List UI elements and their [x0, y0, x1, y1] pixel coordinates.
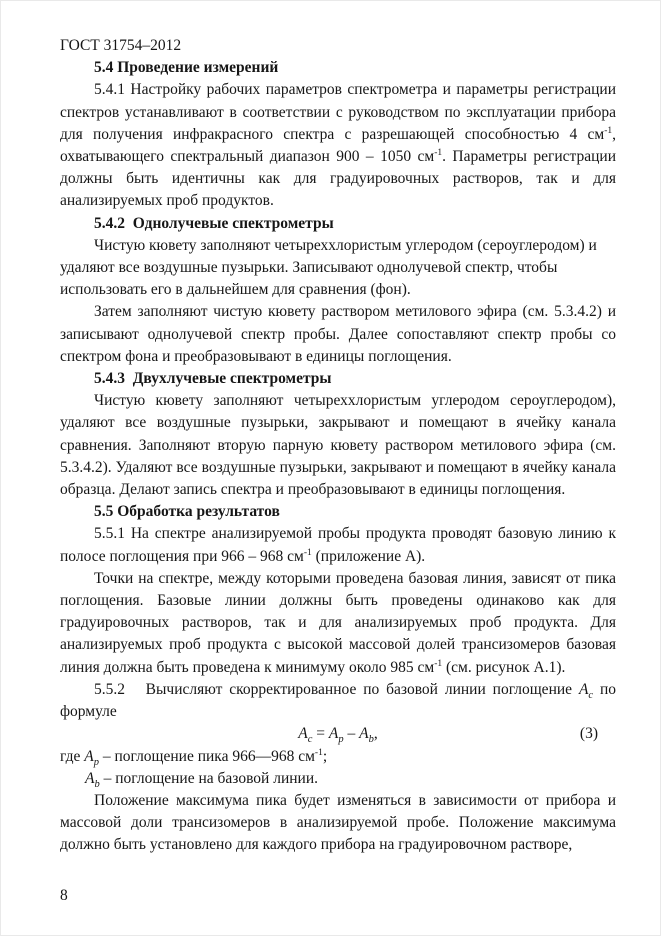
text-run: (см. рисунок А.1).: [442, 658, 566, 676]
paragraph-5-4-1: [60, 79, 616, 212]
text-run: где: [60, 747, 85, 765]
heading-5-4-2: 5.4.2 Однолучевые спектрометры: [94, 214, 334, 232]
running-header: ГОСТ 31754–2012: [60, 37, 182, 54]
variable: A: [84, 747, 94, 765]
superscript: -1: [303, 547, 312, 558]
text-run: Положение максимума пика будет изменяться в зависимости от прибора и массовой доли трансизомеров в анализируемой пробе. Положение максимума должно быть установлено для каждого прибора на градуировочном растворе,: [60, 791, 616, 854]
paragraph-final: [60, 790, 616, 857]
text-run: 5.4.1 Настройку рабочих параметров спектрометра и параметры регистрации спектров устанавливают в соответствии с руководством по эксплуатации прибора для получения инфракрасного спектра с разрешающей способностью 4 см: [60, 81, 616, 143]
heading-5-5: 5.5 Обработка результатов: [94, 503, 280, 521]
variable: A: [359, 725, 369, 743]
formula-3: [60, 723, 616, 745]
text-run: – поглощение пика 966—968 см: [98, 747, 315, 765]
text-run: ;: [322, 747, 328, 765]
text-run: – поглощение на базовой линии.: [99, 769, 318, 787]
variable-subscript: p: [93, 756, 99, 768]
text-run: (приложение А).: [311, 547, 426, 565]
text-run: по формуле: [60, 680, 617, 721]
text-run: 5.5.2 Вычисляют скорректированное по базовой линии поглощение: [94, 680, 579, 698]
superscript: -1: [434, 658, 443, 669]
variable-subscript: c: [588, 689, 594, 701]
text-run: Точки на спектре, между которыми проведена базовая линия, зависят от пика поглощения. Базовые линии должны быть проведены одинаково как для градуировочных растворов, так и для анализируемых проб продукта. Для анализируемых проб продукта с высокой массовой долей трансизомеров базовая линия должна быть проведена к минимуму около 985 см: [60, 569, 616, 676]
paragraph-5-5-1-a: [60, 523, 616, 567]
text-run: использовать его в дальнейшем для сравнения (фон).: [60, 281, 411, 299]
text-run: =: [312, 725, 329, 743]
variable-subscript: b: [94, 778, 100, 790]
paragraph-5-4-3: [60, 390, 616, 501]
paragraph-5-5-2: [60, 679, 616, 723]
paragraph-5-4-2-a: [60, 235, 616, 302]
text-run: –: [343, 725, 360, 743]
where-ab-line: [60, 768, 616, 790]
text-run: Затем заполняют чистую кювету раствором метилового эфира (см. 5.3.4.2) и записывают однолучевой спектр пробы. Далее сопоставляют спектр пробы со спектром фона и преобразовывают в единицы поглощения.: [60, 303, 616, 365]
heading-5-4-3: 5.4.3 Двухлучевые спектрометры: [94, 370, 332, 388]
paragraph-5-5-1-b: [60, 568, 616, 679]
variable: A: [85, 769, 95, 787]
variable: A: [298, 725, 308, 743]
heading-5-4: 5.4 Проведение измерений: [94, 59, 279, 77]
page-number: 8: [60, 887, 68, 904]
text-run: . Параметры регистрации должны быть идентичны как для градуировочных растворов, так и для анализируемых проб продуктов.: [60, 148, 616, 210]
where-ap-line: [60, 746, 616, 768]
text-run: 5.5.1 На спектре анализируемой пробы продукта проводят базовую линию к полосе поглощения при 966 – 968 см: [60, 525, 616, 565]
superscript: -1: [314, 747, 323, 758]
variable: A: [578, 680, 589, 698]
text-run: удаляют все воздушные пузырьки. Записывают однолучевой спектр, чтобы: [60, 259, 558, 277]
formula-expression: [298, 725, 378, 746]
variable-subscript: b: [368, 734, 374, 746]
variable-subscript: p: [338, 734, 344, 746]
text-run: , охватывающего спектральный диапазон 900 – 1050 см: [60, 125, 616, 166]
variable: A: [328, 725, 339, 743]
superscript: -1: [604, 125, 613, 136]
formula-number: (3): [579, 725, 598, 743]
text-run: Чистую кювету заполняют четыреххлористым углеродом (сероуглеродом) и: [94, 236, 597, 254]
paragraph-5-4-2-b: [60, 301, 616, 368]
text-run: Чистую кювету заполняют четыреххлористым углеродом сероуглеродом), удаляют все воздушные пузырьки, закрывают и помещают в ячейку канала сравнения. Заполняют вторую парную кювету раствором метилового эфира (см. 5.3.4.2). Удаляют все воздушные пузырьки, закрывают и помещают в ячейку канала образца. Делают запись спектра и преобразовывают в единицы поглощения.: [60, 392, 616, 499]
superscript: -1: [434, 147, 443, 158]
text-run: ,: [373, 725, 378, 743]
variable-subscript: c: [307, 734, 313, 746]
